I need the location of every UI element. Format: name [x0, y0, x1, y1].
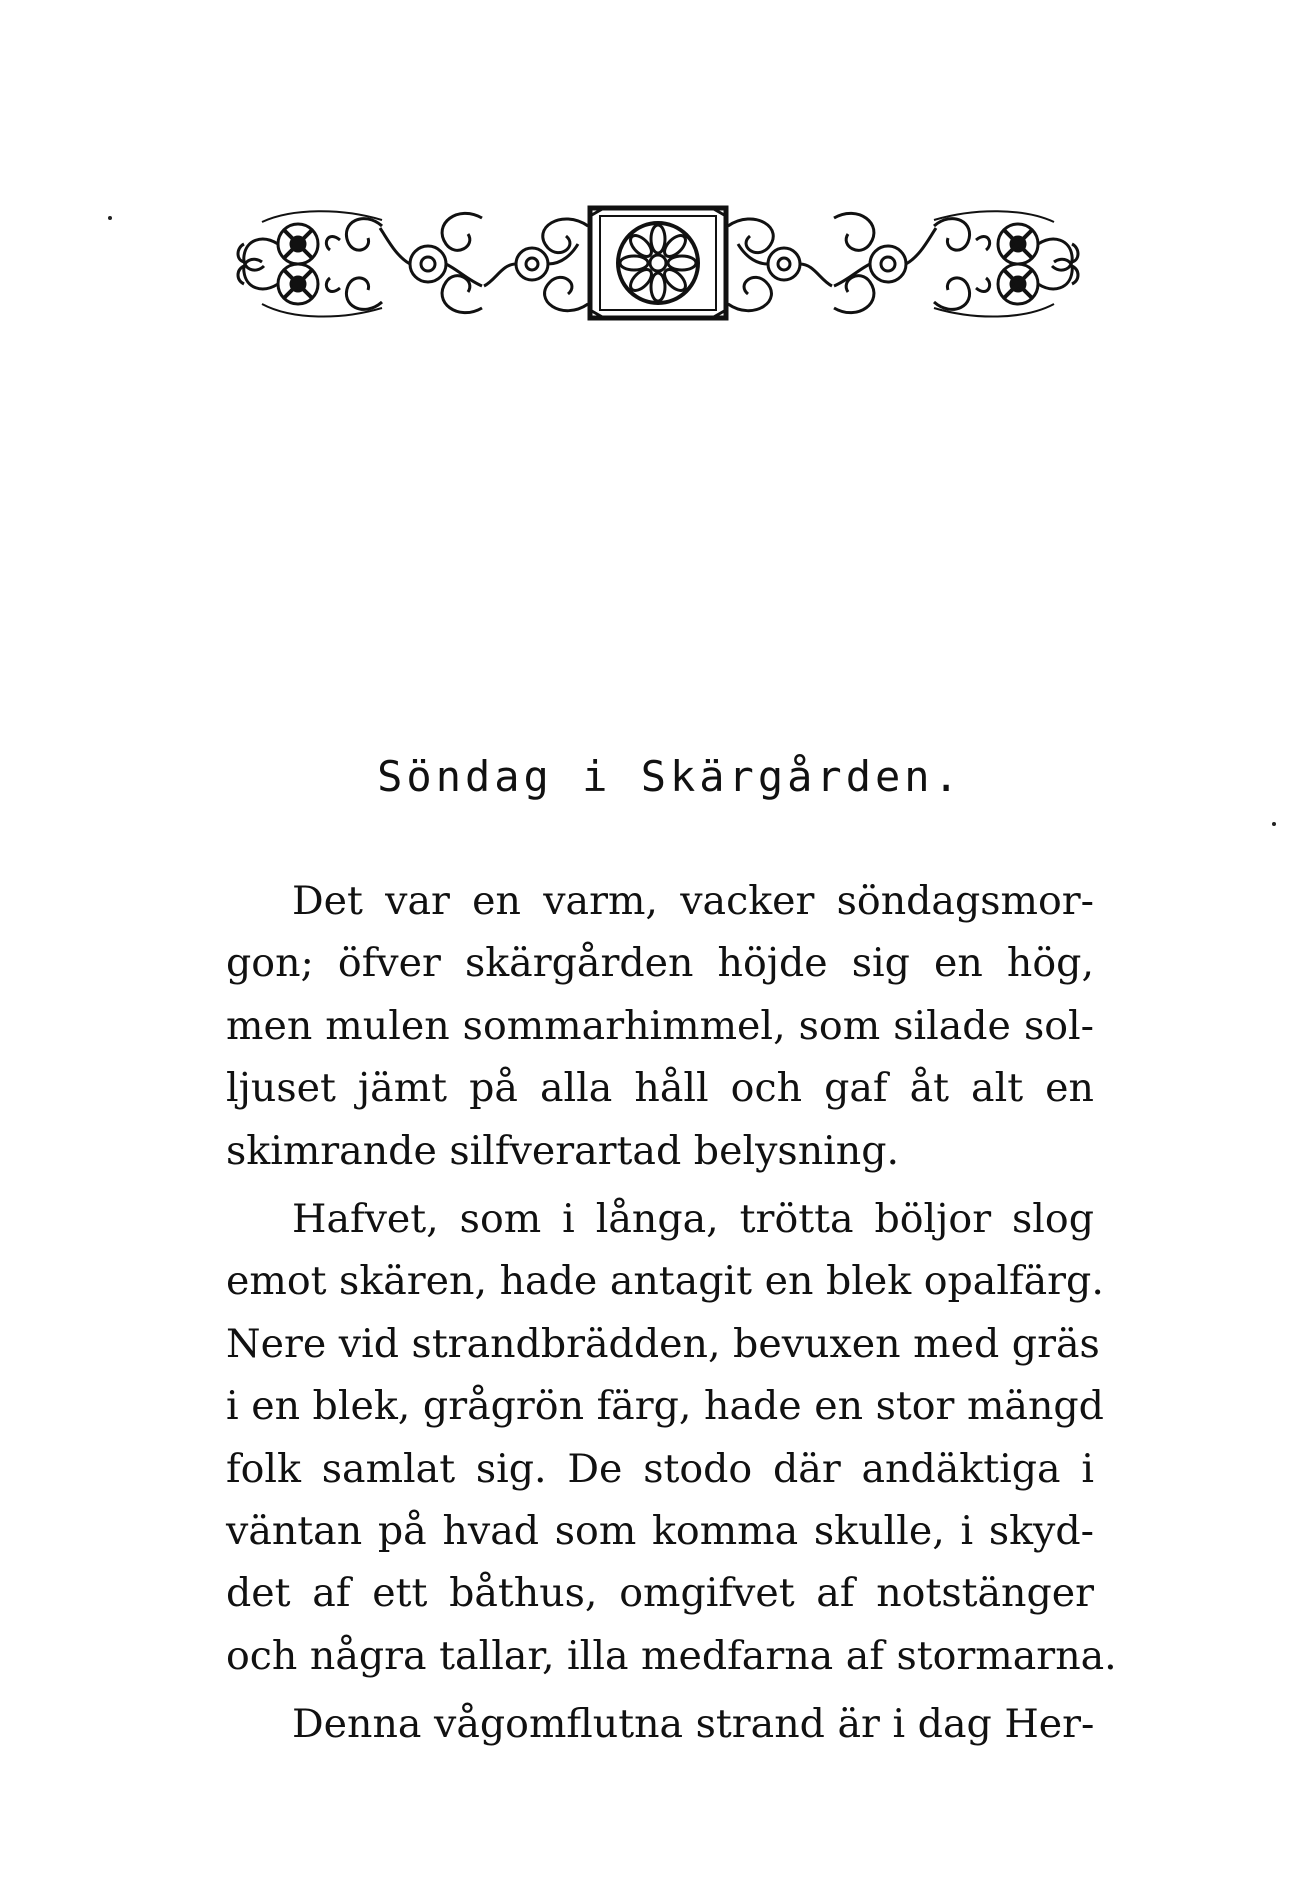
paragraph — [226, 870, 1094, 1182]
text-line: ljuset jämt på alla håll och gaf åt alt en — [226, 1065, 1094, 1112]
text-line: gon; öfver skärgården höjde sig en hög, — [226, 940, 1094, 987]
text-line: väntan på hvad som komma skulle, i skyd- — [226, 1508, 1094, 1555]
paragraph — [226, 1693, 1094, 1755]
text-line: Nere vid strandbrädden, bevuxen med gräs — [226, 1320, 1100, 1367]
text-line: Denna vågomflutna strand är i dag Her- — [292, 1701, 1095, 1748]
text-line: skimrande silfverartad belysning. — [226, 1127, 900, 1174]
body-text — [226, 870, 1117, 1756]
chapter-title: Söndag i Skärgården. — [377, 752, 963, 801]
text-line: Hafvet, som i långa, trötta böljor slog — [292, 1196, 1094, 1243]
text-line: men mulen sommarhimmel, som silade sol- — [226, 1002, 1094, 1049]
text-line: folk samlat sig. De stodo där andäktiga i — [226, 1445, 1094, 1492]
scrollwork-headpiece-icon — [232, 204, 1084, 322]
text-line: det af ett båthus, omgifvet af notstänger — [226, 1570, 1094, 1617]
text-line: emot skären, hade antagit en blek opalfärg. — [226, 1258, 1104, 1305]
text-line: och några tallar, illa medfarna af stormarna. — [226, 1632, 1117, 1679]
text-line: Det var en varm, vacker söndagsmor- — [292, 878, 1094, 924]
text-line: i en blek, grågrön färg, hade en stor mängd — [226, 1383, 1104, 1430]
paragraph — [226, 1188, 1117, 1687]
print-speck — [1272, 822, 1276, 826]
print-speck — [108, 216, 112, 220]
